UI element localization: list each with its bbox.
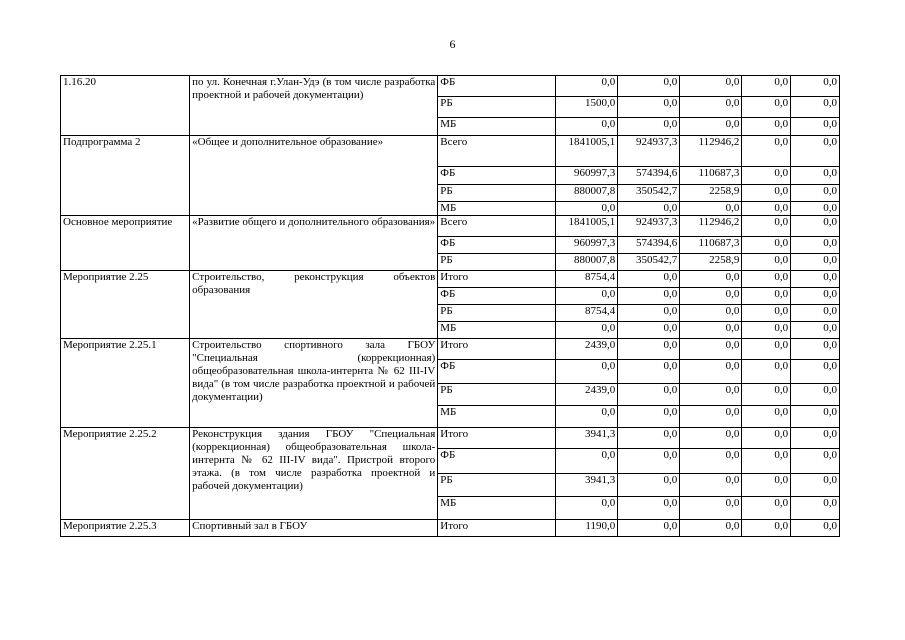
table-row <box>61 520 840 537</box>
amount-cell: 0,0 <box>556 449 618 474</box>
amount-cell: 0,0 <box>680 428 742 449</box>
amount-cell: 0,0 <box>680 305 742 322</box>
amount-cell: 0,0 <box>791 97 840 118</box>
funding-source: Итого <box>438 271 556 288</box>
amount-cell: 0,0 <box>556 288 618 305</box>
amount-cell: 0,0 <box>618 97 680 118</box>
amount-cell: 0,0 <box>742 271 791 288</box>
funding-source: РБ <box>438 185 556 202</box>
funding-source: МБ <box>438 497 556 520</box>
amount-cell: 0,0 <box>680 339 742 360</box>
amount-cell: 0,0 <box>791 136 840 167</box>
amount-cell: 8754,4 <box>556 305 618 322</box>
amount-cell: 0,0 <box>791 322 840 339</box>
amount-cell: 0,0 <box>742 118 791 136</box>
amount-cell: 1841005,1 <box>556 216 618 237</box>
funding-source: ФБ <box>438 167 556 185</box>
amount-cell: 0,0 <box>556 118 618 136</box>
amount-cell: 0,0 <box>618 288 680 305</box>
amount-cell: 0,0 <box>556 406 618 428</box>
amount-cell: 110687,3 <box>680 237 742 254</box>
funding-source: РБ <box>438 305 556 322</box>
amount-cell: 0,0 <box>791 216 840 237</box>
amount-cell: 0,0 <box>742 406 791 428</box>
amount-cell: 0,0 <box>791 497 840 520</box>
amount-cell: 0,0 <box>742 305 791 322</box>
funding-source: Итого <box>438 428 556 449</box>
item-name: по ул. Конечная г.Улан-Удэ (в том числе разработка проектной и рабочей документации) <box>190 76 438 136</box>
amount-cell: 0,0 <box>680 97 742 118</box>
amount-cell: 0,0 <box>618 406 680 428</box>
amount-cell: 112946,2 <box>680 216 742 237</box>
amount-cell: 0,0 <box>618 322 680 339</box>
funding-source: Итого <box>438 520 556 537</box>
amount-cell: 960997,3 <box>556 167 618 185</box>
amount-cell: 0,0 <box>791 76 840 97</box>
amount-cell: 0,0 <box>618 305 680 322</box>
funding-source: Всего <box>438 216 556 237</box>
amount-cell: 0,0 <box>742 97 791 118</box>
amount-cell: 0,0 <box>680 406 742 428</box>
amount-cell: 0,0 <box>742 428 791 449</box>
funding-source: ФБ <box>438 449 556 474</box>
table-row <box>61 76 840 97</box>
table-row <box>61 339 840 360</box>
amount-cell: 0,0 <box>791 185 840 202</box>
amount-cell: 0,0 <box>742 497 791 520</box>
funding-source: РБ <box>438 254 556 271</box>
amount-cell: 1841005,1 <box>556 136 618 167</box>
funding-source: ФБ <box>438 76 556 97</box>
funding-source: РБ <box>438 97 556 118</box>
amount-cell: 0,0 <box>556 76 618 97</box>
funding-source: Итого <box>438 339 556 360</box>
funding-source: Всего <box>438 136 556 167</box>
amount-cell: 574394,6 <box>618 237 680 254</box>
item-name: Строительство спортивного зала ГБОУ "Специальная (коррекционная) общеобразовательная школа-интернта № 62 III-IV вида" (в том числе разработка проектной и рабочей документации) <box>190 339 438 428</box>
amount-cell: 0,0 <box>680 520 742 537</box>
funding-source: МБ <box>438 322 556 339</box>
amount-cell: 0,0 <box>791 520 840 537</box>
amount-cell: 0,0 <box>742 360 791 384</box>
amount-cell: 0,0 <box>742 136 791 167</box>
table-row <box>61 428 840 449</box>
amount-cell: 924937,3 <box>618 216 680 237</box>
item-name: Спортивный зал в ГБОУ <box>190 520 438 537</box>
funding-source: ФБ <box>438 360 556 384</box>
amount-cell: 0,0 <box>791 202 840 216</box>
budget-table-body <box>61 76 840 537</box>
amount-cell: 0,0 <box>618 474 680 497</box>
amount-cell: 0,0 <box>791 449 840 474</box>
amount-cell: 0,0 <box>680 76 742 97</box>
amount-cell: 112946,2 <box>680 136 742 167</box>
item-name: Реконструкция здания ГБОУ "Специальная (коррекционная) общеобразовательная школа-интернта № 62 III-IV вида". Пристрой второго этажа. (в том числе разработка проектной и рабочей документации) <box>190 428 438 520</box>
amount-cell: 0,0 <box>791 237 840 254</box>
item-code: 1.16.20 <box>61 76 190 136</box>
item-code: Мероприятие 2.25.1 <box>61 339 190 428</box>
amount-cell: 0,0 <box>742 520 791 537</box>
amount-cell: 110687,3 <box>680 167 742 185</box>
amount-cell: 0,0 <box>618 202 680 216</box>
funding-source: ФБ <box>438 288 556 305</box>
amount-cell: 0,0 <box>791 254 840 271</box>
amount-cell: 0,0 <box>680 449 742 474</box>
item-name: Строительство, реконструкция объектов образования <box>190 271 438 339</box>
table-row <box>61 216 840 237</box>
item-code: Основное мероприятие <box>61 216 190 271</box>
amount-cell: 0,0 <box>791 167 840 185</box>
amount-cell: 0,0 <box>618 384 680 406</box>
amount-cell: 0,0 <box>742 185 791 202</box>
amount-cell: 0,0 <box>791 384 840 406</box>
amount-cell: 0,0 <box>742 237 791 254</box>
amount-cell: 0,0 <box>680 118 742 136</box>
amount-cell: 0,0 <box>791 406 840 428</box>
amount-cell: 0,0 <box>742 254 791 271</box>
funding-source: РБ <box>438 384 556 406</box>
amount-cell: 880007,8 <box>556 254 618 271</box>
amount-cell: 0,0 <box>791 271 840 288</box>
amount-cell: 0,0 <box>791 305 840 322</box>
item-code: Мероприятие 2.25 <box>61 271 190 339</box>
amount-cell: 3941,3 <box>556 428 618 449</box>
amount-cell: 0,0 <box>680 322 742 339</box>
amount-cell: 2258,9 <box>680 185 742 202</box>
amount-cell: 924937,3 <box>618 136 680 167</box>
amount-cell: 0,0 <box>618 360 680 384</box>
amount-cell: 0,0 <box>791 288 840 305</box>
page-number: 6 <box>449 37 456 51</box>
amount-cell: 1500,0 <box>556 97 618 118</box>
amount-cell: 350542,7 <box>618 185 680 202</box>
amount-cell: 2258,9 <box>680 254 742 271</box>
item-code: Мероприятие 2.25.2 <box>61 428 190 520</box>
amount-cell: 0,0 <box>680 360 742 384</box>
amount-cell: 2439,0 <box>556 384 618 406</box>
amount-cell: 2439,0 <box>556 339 618 360</box>
funding-source: МБ <box>438 118 556 136</box>
amount-cell: 0,0 <box>742 76 791 97</box>
amount-cell: 0,0 <box>556 497 618 520</box>
amount-cell: 0,0 <box>618 449 680 474</box>
amount-cell: 0,0 <box>618 271 680 288</box>
amount-cell: 0,0 <box>680 271 742 288</box>
amount-cell: 0,0 <box>618 76 680 97</box>
amount-cell: 880007,8 <box>556 185 618 202</box>
amount-cell: 0,0 <box>791 118 840 136</box>
amount-cell: 0,0 <box>680 474 742 497</box>
table-row <box>61 271 840 288</box>
table-row <box>61 136 840 167</box>
amount-cell: 0,0 <box>556 360 618 384</box>
amount-cell: 8754,4 <box>556 271 618 288</box>
item-name: «Развитие общего и дополнительного образования» <box>190 216 438 271</box>
amount-cell: 3941,3 <box>556 474 618 497</box>
amount-cell: 0,0 <box>791 360 840 384</box>
funding-source: ФБ <box>438 237 556 254</box>
amount-cell: 0,0 <box>791 474 840 497</box>
funding-source: МБ <box>438 406 556 428</box>
amount-cell: 0,0 <box>618 520 680 537</box>
amount-cell: 0,0 <box>618 497 680 520</box>
amount-cell: 0,0 <box>742 167 791 185</box>
amount-cell: 0,0 <box>618 339 680 360</box>
amount-cell: 0,0 <box>742 202 791 216</box>
amount-cell: 0,0 <box>742 474 791 497</box>
funding-source: МБ <box>438 202 556 216</box>
item-name: «Общее и дополнительное образование» <box>190 136 438 216</box>
item-code: Подпрограмма 2 <box>61 136 190 216</box>
amount-cell: 0,0 <box>680 384 742 406</box>
amount-cell: 0,0 <box>742 288 791 305</box>
amount-cell: 0,0 <box>791 428 840 449</box>
amount-cell: 0,0 <box>742 449 791 474</box>
amount-cell: 0,0 <box>680 288 742 305</box>
amount-cell: 0,0 <box>556 322 618 339</box>
amount-cell: 0,0 <box>742 216 791 237</box>
budget-table <box>60 75 840 537</box>
amount-cell: 0,0 <box>618 118 680 136</box>
amount-cell: 0,0 <box>791 339 840 360</box>
amount-cell: 960997,3 <box>556 237 618 254</box>
amount-cell: 0,0 <box>680 202 742 216</box>
amount-cell: 0,0 <box>680 497 742 520</box>
amount-cell: 0,0 <box>742 339 791 360</box>
amount-cell: 574394,6 <box>618 167 680 185</box>
amount-cell: 0,0 <box>742 322 791 339</box>
amount-cell: 0,0 <box>742 384 791 406</box>
amount-cell: 1190,0 <box>556 520 618 537</box>
amount-cell: 0,0 <box>618 428 680 449</box>
item-code: Мероприятие 2.25.3 <box>61 520 190 537</box>
amount-cell: 0,0 <box>556 202 618 216</box>
amount-cell: 350542,7 <box>618 254 680 271</box>
funding-source: РБ <box>438 474 556 497</box>
